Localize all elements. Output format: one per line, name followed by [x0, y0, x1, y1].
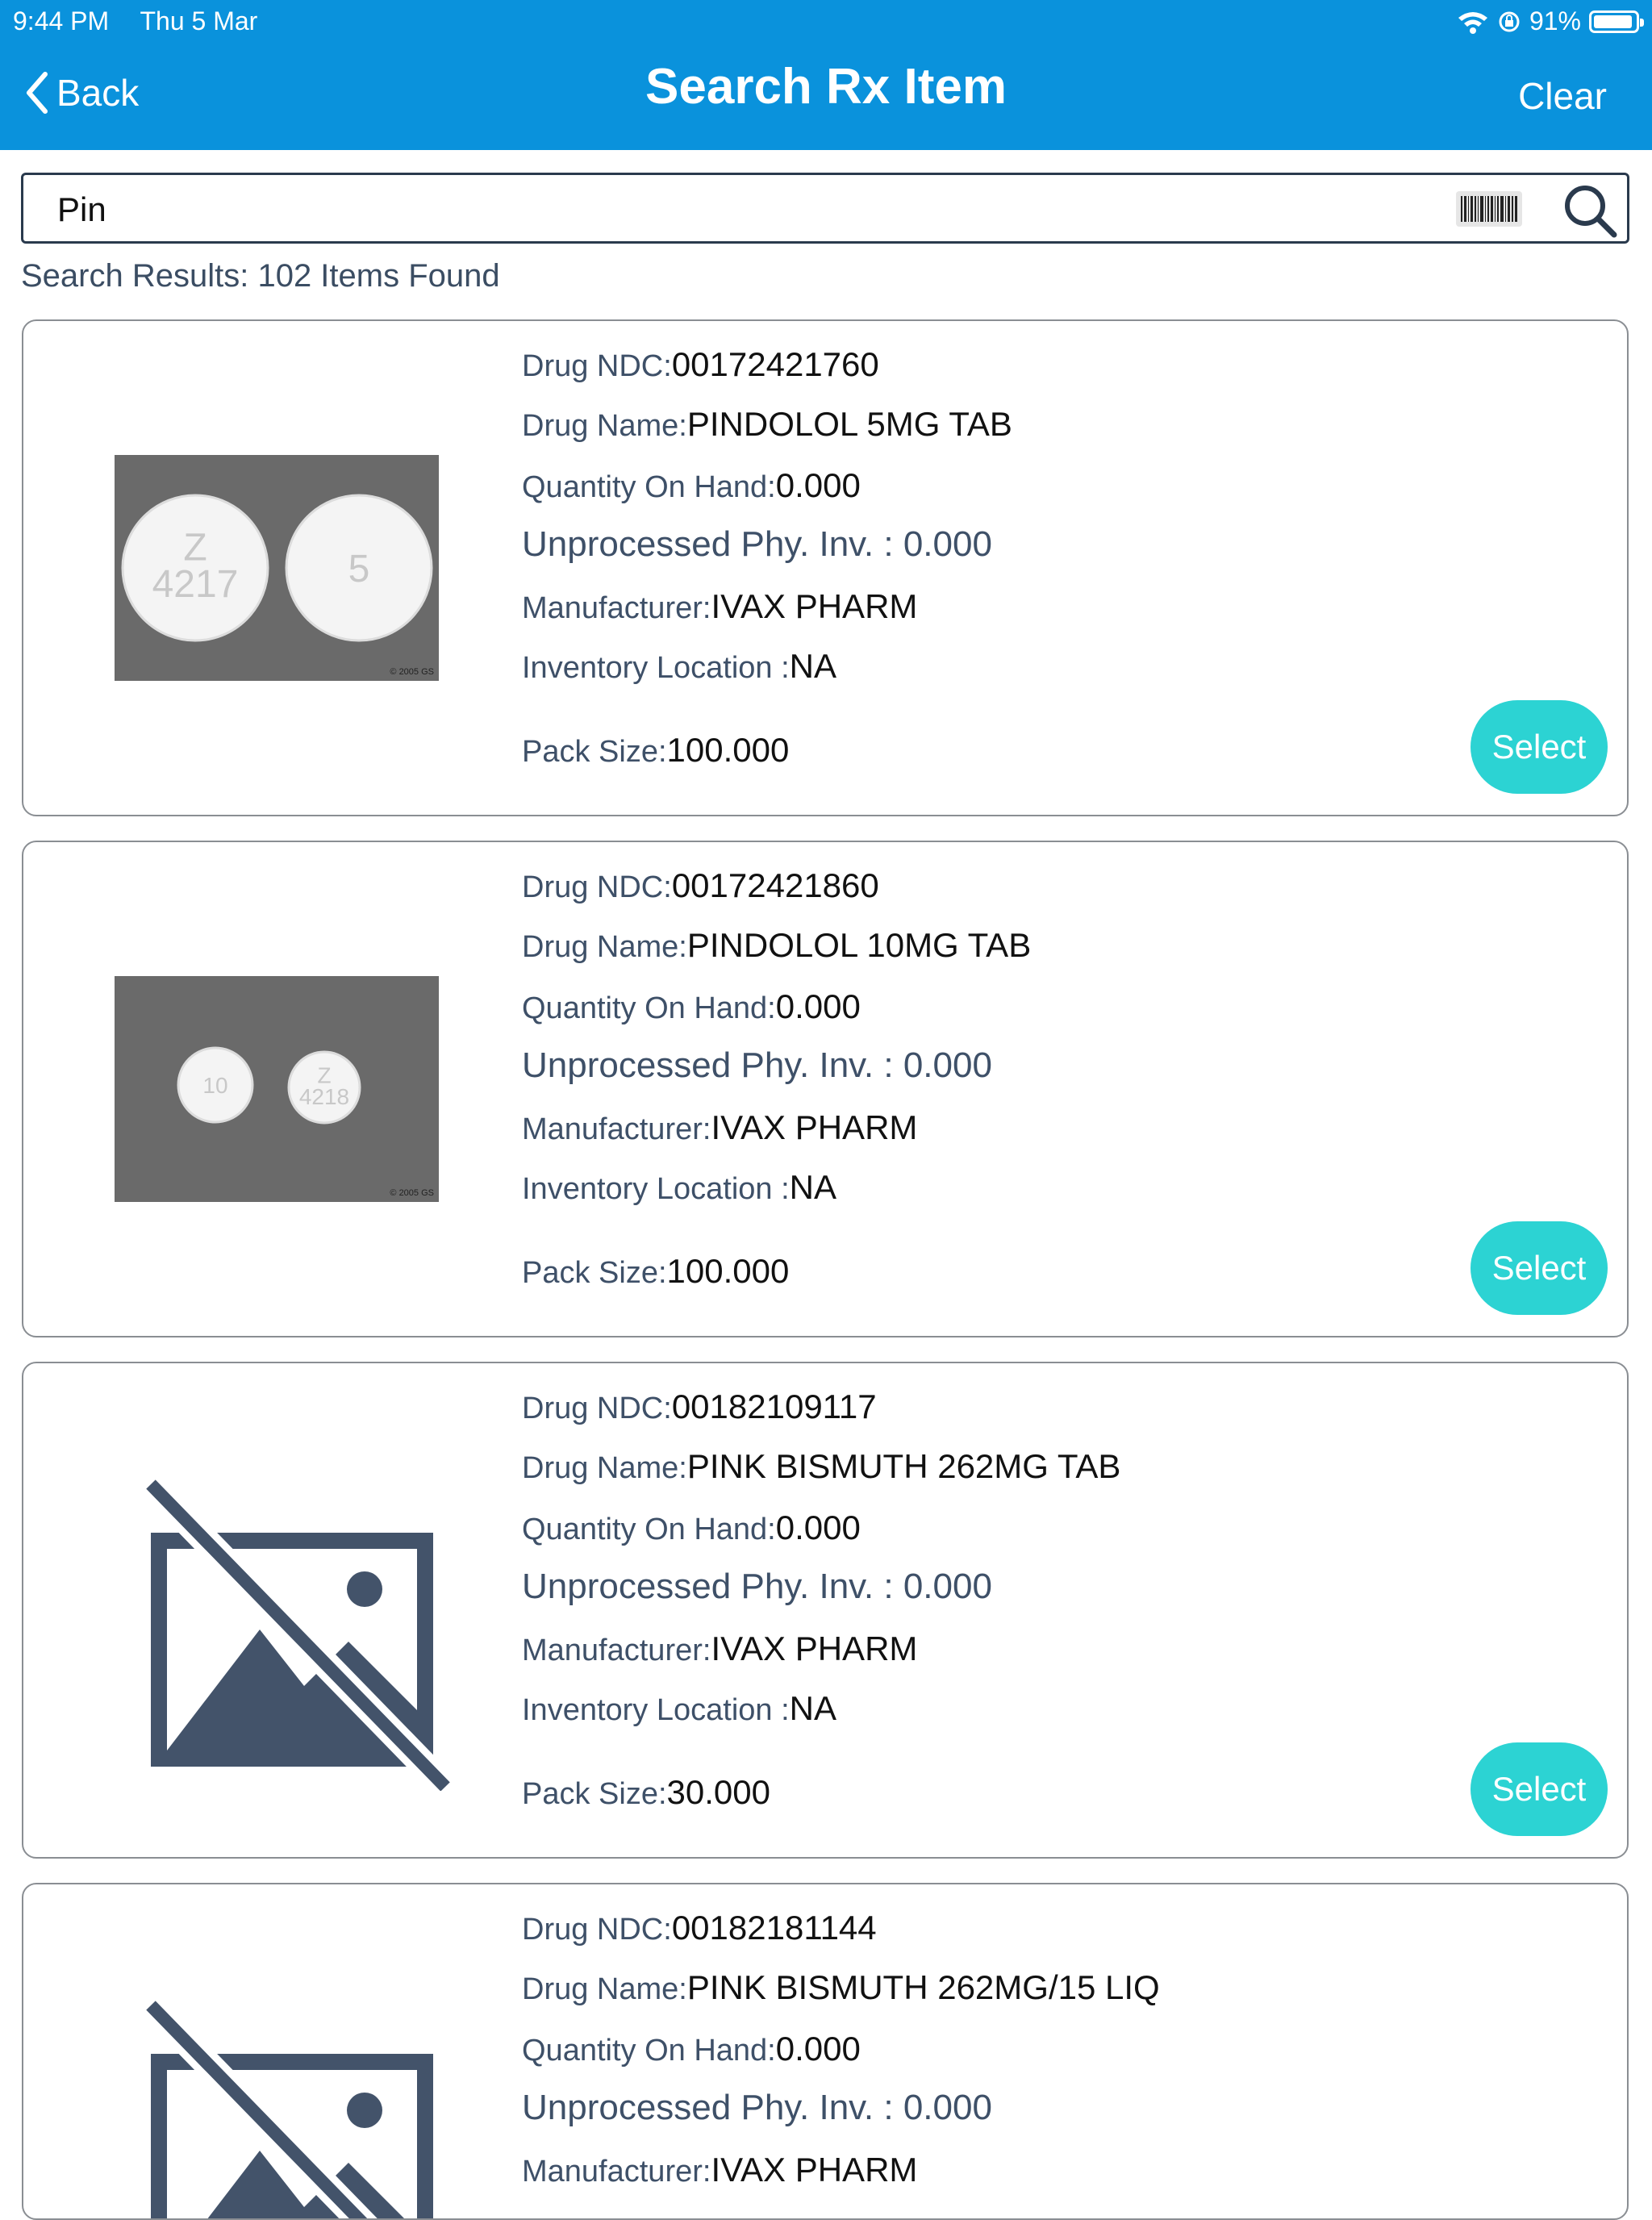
field-name-label: Drug Name:	[522, 930, 687, 964]
field-name-label: Drug Name:	[522, 1972, 687, 2006]
field-qoh	[522, 1509, 861, 1547]
field-unprocessed	[522, 1045, 992, 1086]
field-manufacturer-label: Manufacturer:	[522, 591, 711, 625]
field-pack-label: Pack Size:	[522, 1777, 667, 1811]
no-image-icon	[119, 1989, 457, 2220]
field-qoh-value: 0.000	[775, 2030, 861, 2068]
search-results-count: Search Results: 102 Items Found	[21, 258, 500, 294]
result-card	[22, 319, 1629, 816]
field-manufacturer-value: IVAX PHARM	[711, 587, 918, 625]
no-image-icon	[119, 1468, 457, 1791]
field-qoh-label: Quantity On Hand:	[522, 470, 776, 504]
field-manufacturer-label: Manufacturer:	[522, 1112, 711, 1146]
field-ndc	[522, 1388, 877, 1426]
field-location-value: NA	[789, 1168, 837, 1206]
field-unprocessed-value: 0.000	[903, 1567, 992, 1606]
field-name-value: PINDOLOL 10MG TAB	[686, 926, 1032, 964]
pill-imprint: Z	[183, 526, 207, 570]
field-manufacturer-label: Manufacturer:	[522, 2155, 711, 2189]
status-date: Thu 5 Mar	[140, 6, 258, 35]
field-qoh-value: 0.000	[775, 987, 861, 1025]
pill-imprint: Z	[317, 1062, 332, 1088]
pill-imprint: 10	[202, 1072, 228, 1098]
field-manufacturer	[522, 1108, 917, 1147]
field-ndc	[522, 1909, 877, 1947]
field-pack	[522, 1252, 789, 1291]
field-manufacturer-value: IVAX PHARM	[711, 1630, 918, 1667]
field-pack	[522, 1773, 770, 1812]
pill-imprint: 4218	[298, 1084, 350, 1109]
field-qoh-value: 0.000	[775, 466, 861, 504]
field-ndc-label: Drug NDC:	[522, 870, 672, 904]
field-unprocessed-value: 0.000	[903, 1045, 992, 1085]
field-ndc-value: 00172421760	[671, 345, 879, 383]
field-manufacturer	[522, 2151, 917, 2189]
result-card	[22, 1883, 1629, 2220]
field-name	[522, 405, 1012, 444]
field-qoh	[522, 466, 861, 505]
field-qoh-label: Quantity On Hand:	[522, 991, 776, 1025]
back-button-label: Back	[56, 72, 140, 114]
field-pack-label: Pack Size:	[522, 735, 667, 769]
battery-percentage: 91%	[1529, 6, 1581, 35]
field-ndc-value: 00182181144	[671, 1909, 877, 1947]
field-qoh-label: Quantity On Hand:	[522, 2034, 776, 2068]
field-name-value: PINDOLOL 5MG TAB	[686, 405, 1012, 443]
field-manufacturer	[522, 587, 917, 626]
field-manufacturer	[522, 1630, 917, 1668]
drug-photo	[115, 455, 439, 681]
field-unprocessed-label: Unprocessed Phy. Inv. :	[522, 2088, 903, 2127]
drug-photo	[115, 976, 439, 1202]
field-name-label: Drug Name:	[522, 409, 687, 443]
field-pack-label: Pack Size:	[522, 1256, 667, 1290]
select-button[interactable]: Select	[1471, 700, 1608, 794]
field-manufacturer-value: IVAX PHARM	[711, 2151, 918, 2189]
field-ndc-value: 00172421860	[671, 866, 879, 904]
field-location	[522, 1168, 836, 1207]
field-ndc-label: Drug NDC:	[522, 349, 672, 383]
field-unprocessed-value: 0.000	[903, 2088, 992, 2127]
select-button[interactable]: Select	[1471, 1742, 1608, 1836]
select-button[interactable]: Select	[1471, 1221, 1608, 1315]
field-unprocessed	[522, 2088, 992, 2128]
result-card	[22, 841, 1629, 1337]
field-location	[522, 647, 836, 686]
field-name-label: Drug Name:	[522, 1451, 687, 1485]
field-unprocessed	[522, 1567, 992, 1607]
field-manufacturer-label: Manufacturer:	[522, 1634, 711, 1667]
field-pack-value: 100.000	[666, 1252, 790, 1290]
field-unprocessed-label: Unprocessed Phy. Inv. :	[522, 1567, 903, 1606]
field-qoh-value: 0.000	[775, 1509, 861, 1546]
field-name	[522, 926, 1031, 965]
field-name-value: PINK BISMUTH 262MG/15 LIQ	[686, 1968, 1160, 2006]
field-name	[522, 1447, 1120, 1486]
field-unprocessed	[522, 524, 992, 565]
field-name-value: PINK BISMUTH 262MG TAB	[686, 1447, 1121, 1485]
field-qoh-label: Quantity On Hand:	[522, 1513, 776, 1546]
field-qoh	[522, 987, 861, 1026]
field-location-value: NA	[789, 647, 837, 685]
field-location-label: Inventory Location :	[522, 651, 790, 685]
field-pack-value: 30.000	[666, 1773, 770, 1811]
field-location-label: Inventory Location :	[522, 1693, 790, 1727]
field-location	[522, 1689, 836, 1728]
field-ndc-label: Drug NDC:	[522, 1913, 672, 1947]
field-qoh	[522, 2030, 861, 2068]
field-name	[522, 1968, 1160, 2007]
field-pack-value: 100.000	[666, 731, 790, 769]
page-title: Search Rx Item	[645, 59, 1007, 115]
field-unprocessed-label: Unprocessed Phy. Inv. :	[522, 524, 903, 564]
result-card	[22, 1362, 1629, 1859]
field-unprocessed-value: 0.000	[903, 524, 992, 564]
field-ndc	[522, 345, 879, 384]
clear-button[interactable]: Clear	[1518, 75, 1607, 117]
status-time: 9:44 PM	[13, 6, 110, 35]
pill-imprint: 4217	[152, 563, 239, 606]
field-location-value: NA	[789, 1689, 837, 1727]
field-pack	[522, 731, 789, 770]
field-ndc	[522, 866, 879, 905]
photo-copyright: © 2005 GS	[390, 1188, 434, 1198]
photo-copyright: © 2005 GS	[390, 667, 434, 677]
field-manufacturer-value: IVAX PHARM	[711, 1108, 918, 1146]
field-ndc-value: 00182109117	[671, 1388, 877, 1425]
field-ndc-label: Drug NDC:	[522, 1392, 672, 1425]
field-unprocessed-label: Unprocessed Phy. Inv. :	[522, 1045, 903, 1085]
pill-imprint: 5	[348, 547, 370, 590]
field-location-label: Inventory Location :	[522, 1172, 790, 1206]
